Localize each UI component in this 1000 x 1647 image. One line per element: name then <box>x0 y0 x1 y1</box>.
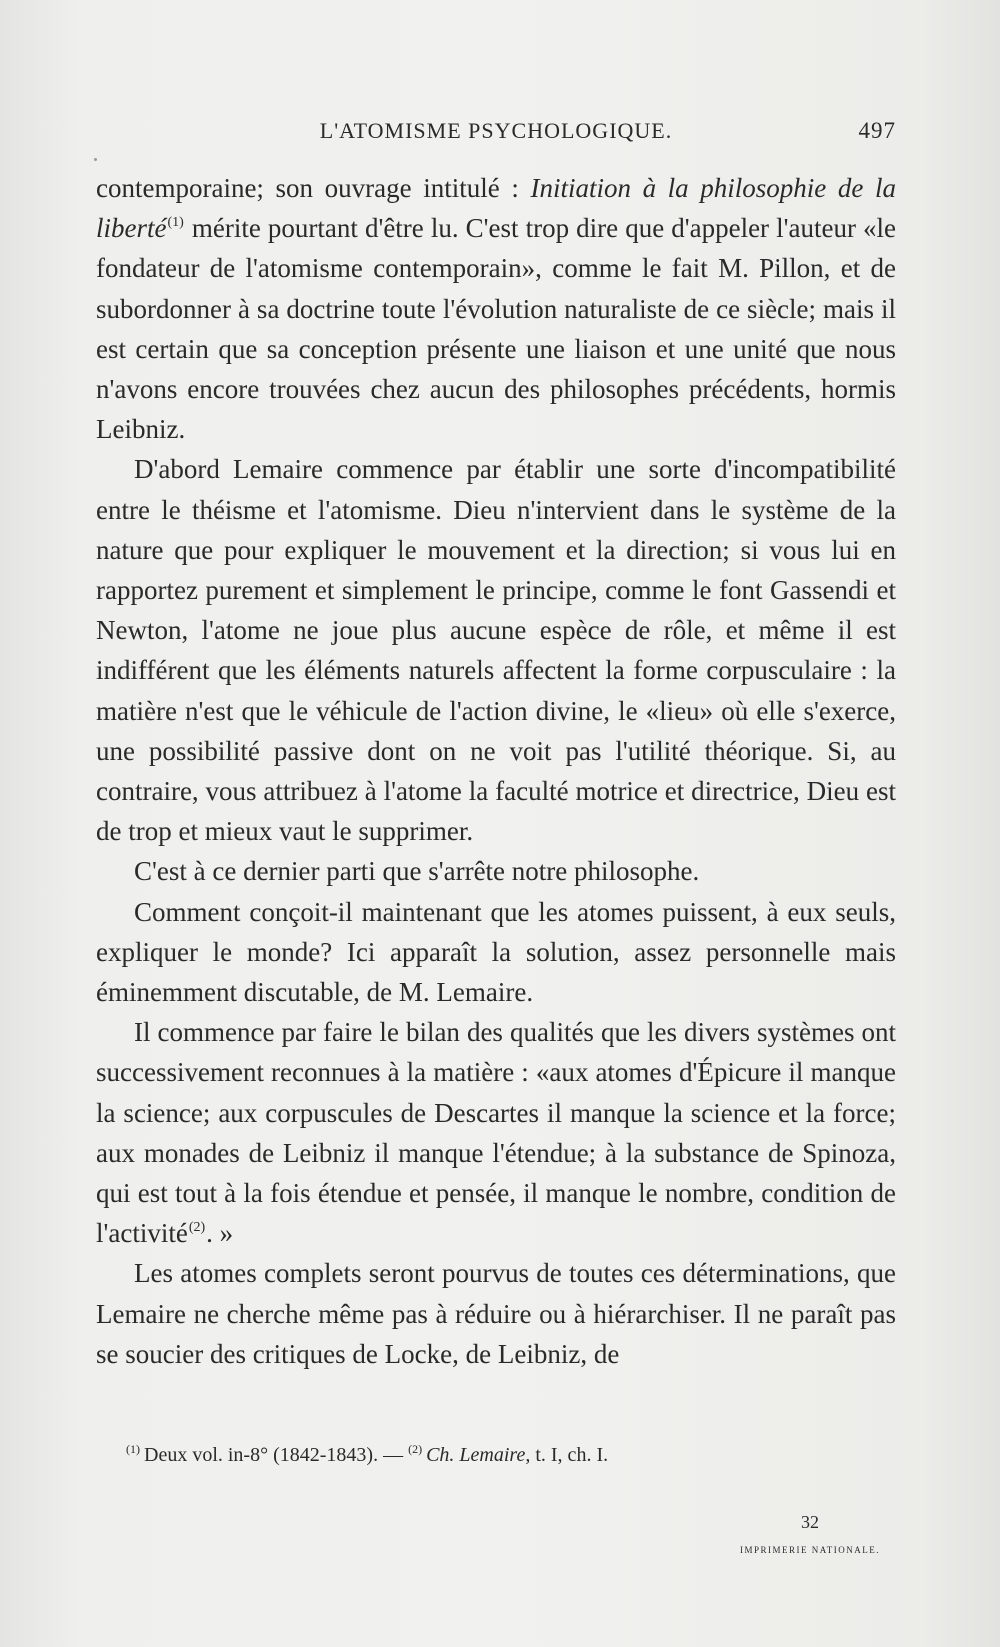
ink-speck <box>94 158 97 161</box>
printer-imprint: IMPRIMERIE NATIONALE. <box>740 1545 880 1555</box>
footnotes <box>96 1440 896 1470</box>
footnote-mark-1: (1) <box>126 1442 140 1456</box>
paragraph-5 <box>96 1012 896 1253</box>
book-title: Initiation à la philosophie de la liberté <box>96 173 896 244</box>
running-head <box>96 118 896 152</box>
footnote-ref-2: (2) <box>188 1220 206 1236</box>
paragraph-5-text-start: Il commence par faire le bilan des qualités que les divers systèmes ont successivement reconnues à la matière : «aux atomes d'Épicure il manque la science; aux corpuscules de Descartes il manque la science et la force; aux monades de Leibniz il manque l'étendue; à la substance de Spinoza, qui est tout à la fois étendue et pensée, il manque le nombre, condition de l'activité <box>96 1017 896 1249</box>
page-number: 497 <box>858 118 896 143</box>
body-text <box>96 168 896 1374</box>
footnote-mark-2: (2) <box>408 1442 423 1456</box>
paragraph-4: Comment conçoit-il maintenant que les atomes puissent, à eux seuls, expliquer le monde? Ici apparaît la solution, assez personnelle mais éminemment discutable, de M. Lemaire. <box>96 896 896 1008</box>
signature-mark: 32 <box>801 1512 819 1532</box>
paragraph-1-text-start: contemporaine; son ouvrage intitulé : <box>96 173 531 203</box>
footnote-2-ref: t. I, ch. I. <box>530 1444 609 1466</box>
footnote-2-author: Ch. Lemaire, <box>426 1444 531 1466</box>
paragraph-3: C'est à ce dernier parti que s'arrête notre philosophe. <box>134 856 700 887</box>
paragraph-5-text-end: . » <box>206 1218 234 1249</box>
paragraph-2: D'abord Lemaire commence par établir une sorte d'incompatibilité entre le théisme et l'atomisme. Dieu n'intervient dans le système de la nature que pour expliquer le mouvement et la direction; si vous lui en rapportez purement et simplement le principe, comme le font Gassendi et Newton, l'atome ne joue plus aucune espèce de rôle, et même il est indifférent que les éléments naturels affectent la forme corpusculaire : la matière n'est que le véhicule de l'action divine, le «lieu» où elle s'exerce, une possibilité passive dont on ne voit pas l'utilité théorique. Si, au contraire, vous attribuez à l'atome la faculté motrice et directrice, Dieu est de trop et mieux vaut le supprimer. <box>96 454 896 847</box>
paragraph-1 <box>96 168 896 449</box>
footnote-1-text: Deux vol. in-8° (1842-1843). — <box>144 1444 409 1466</box>
running-title: L'ATOMISME PSYCHOLOGIQUE. <box>319 118 673 143</box>
paragraph-6: Les atomes complets seront pourvus de toutes ces déterminations, que Lemaire ne cherche même pas à réduire ou à hiérarchiser. Il ne paraît pas se soucier des critiques de Locke, de Leibniz, de <box>96 1258 896 1369</box>
paragraph-1-text-end: mérite pourtant d'être lu. C'est trop dire que d'appeler l'auteur «le fondateur de l'atomisme contemporain», comme le fait M. Pillon, et de subordonner à sa doctrine toute l'évolution naturaliste de ce siècle; mais il est certain que sa conception présente une liaison et une unité que nous n'avons encore trouvées chez aucun des philosophes précédents, hormis Leibniz. <box>96 213 896 445</box>
footnote-ref-1: (1) <box>167 215 184 231</box>
